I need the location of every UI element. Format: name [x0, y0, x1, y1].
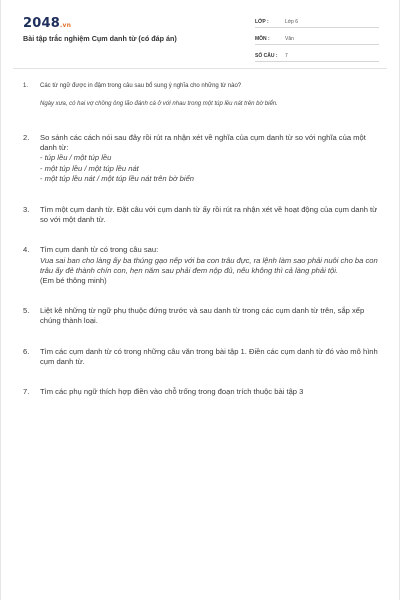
meta-row-class	[255, 14, 379, 28]
question-2-item: - một túp lều / một túp lều nát	[40, 164, 379, 174]
logo-main-text: 2048	[23, 16, 60, 31]
meta-value-subject: Văn	[285, 36, 294, 42]
question-list	[1, 82, 400, 397]
question-7-text: Tìm các phụ ngữ thích hợp điền vào chỗ trống trong đoạn trích thuộc bài tập 3	[40, 387, 304, 397]
site-logo[interactable]	[23, 16, 71, 31]
question-3-number: 3.	[23, 205, 30, 215]
meta-label-class: LỚP :	[255, 19, 269, 25]
question-2-number: 2.	[23, 133, 30, 142]
question-3	[1, 205, 400, 225]
question-2-item: - túp lều / một túp lều	[40, 153, 379, 163]
question-4-text: Tìm cụm danh từ có trong câu sau:	[40, 245, 159, 255]
page-header	[1, 0, 399, 68]
question-6	[1, 347, 400, 367]
question-2	[1, 133, 400, 184]
question-4	[1, 245, 400, 286]
question-4-source: (Em bé thông minh)	[40, 276, 107, 286]
question-1-text: Các từ ngữ được in đậm trong câu sau bổ sung ý nghĩa cho những từ nào?	[40, 83, 242, 89]
document-title: Bài tập trắc nghiệm Cụm danh từ (có đáp án)	[23, 34, 177, 43]
logo-tld-text: .vn	[59, 22, 72, 29]
question-6-number: 6.	[23, 346, 30, 356]
question-1-example: Ngày xưa, có hai vợ chồng ông lão đánh cá ở với nhau trong một túp lều nát trên bờ biển.	[40, 101, 278, 107]
question-5-text: Liệt kê những từ ngữ phụ thuộc đứng trước và sau danh từ trong các cụm danh từ trên, sắp xếp chúng thành loại.	[40, 306, 365, 326]
question-7-number: 7.	[23, 387, 30, 397]
question-5	[1, 306, 400, 326]
question-6-text: Tìm các cụm danh từ có trong những câu văn trong bài tập 1. Điền các cụm danh từ đó vào mô hình cụm danh từ.	[40, 346, 378, 366]
meta-info-panel	[255, 14, 379, 65]
header-divider	[13, 68, 387, 69]
question-4-quote: Vua sai ban cho làng ấy ba thúng gạo nếp với ba con trâu đực, ra lệnh làm sao phải nuôi cho ba con trâu ấy đẻ thành chín con, hẹn năm sau phải đem nộp đủ, nếu không thì cả làng phải tội.	[40, 255, 378, 275]
question-7	[1, 387, 400, 397]
question-1	[1, 82, 400, 109]
question-3-text: Tìm một cụm danh từ. Đặt câu với cụm danh từ ấy rồi rút ra nhận xét về hoạt động của cụm danh từ so với một danh từ.	[40, 205, 378, 225]
question-2-item: - một túp lều nát / một túp lều nát trên bờ biển	[40, 174, 379, 184]
meta-value-count: 7	[285, 53, 288, 59]
question-2-text: So sánh các cách nói sau đây rồi rút ra nhận xét về nghĩa của cụm danh từ so với nghĩa của một danh từ:	[40, 133, 366, 153]
question-4-number: 4.	[23, 245, 30, 255]
question-5-number: 5.	[23, 306, 30, 316]
meta-row-count	[255, 48, 379, 62]
meta-row-subject	[255, 31, 379, 45]
meta-label-subject: MÔN :	[255, 36, 270, 42]
meta-label-count: SỐ CÂU :	[255, 53, 278, 59]
question-2-list	[40, 153, 379, 184]
meta-value-class: Lớp 6	[285, 19, 299, 25]
question-1-number: 1.	[23, 83, 29, 89]
